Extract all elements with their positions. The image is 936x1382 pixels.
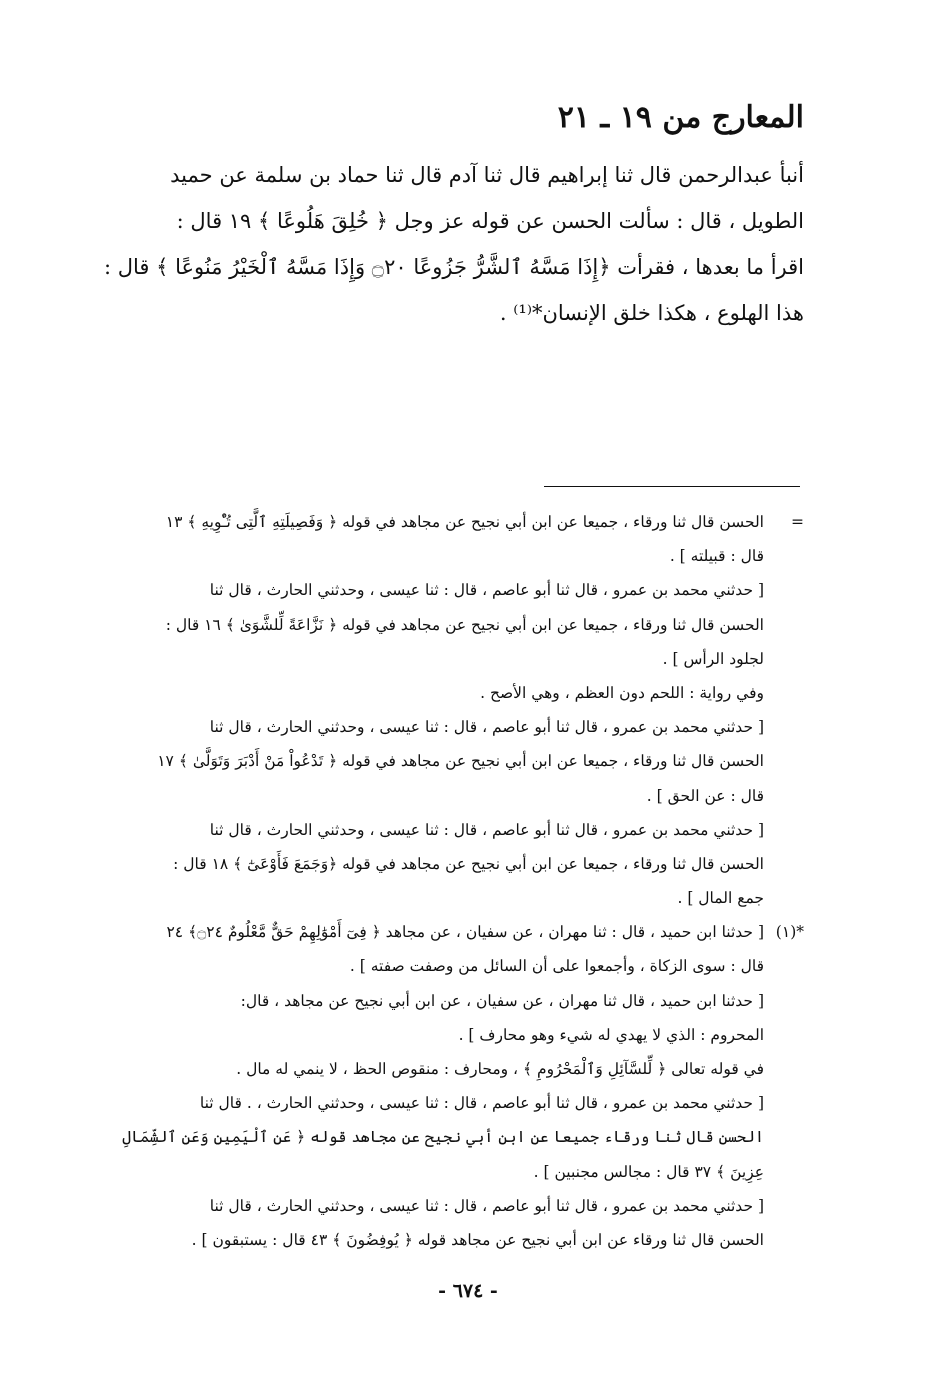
footnote-line: الحسن قال ثنا ورقاء جميعا عن ابن أبي نجيح عن مجاهد قوله ﴿ عَنِ ٱلْيَمِينِ وَعَنِ ٱلشِّمَالِ — [122, 1128, 764, 1147]
footnote-line: [ حدثني محمد بن عمرو ، قال ثنا أبو عاصم ، قال : ثنا عيسى ، وحدثني الحارث ، قال ثنا — [209, 581, 764, 600]
footnote-line: قال : سوى الزكاة ، وأجمعوا على أن السائل من وصفت صفته ] . — [349, 957, 764, 976]
main-text-line: الطويل ، قال : سألت الحسن عن قوله عز وجل ﴿ خُلِقَ هَلُوعًا ﴾ ١٩ قال : — [176, 209, 804, 233]
footnote-line — [114, 915, 804, 949]
footnote-line: [ حدثني محمد بن عمرو ، قال ثنا أبو عاصم ، قال : ثنا عيسى ، وحدثني الحارث ، . قال ثنا — [199, 1094, 764, 1113]
continuation-mark: = — [791, 513, 804, 531]
footnote-line — [114, 505, 804, 539]
footnote-line: [ حدثني محمد بن عمرو ، قال ثنا أبو عاصم ، قال : ثنا عيسى ، وحدثني الحارث ، قال ثنا — [209, 820, 764, 839]
footnote-line: لجلود الرأس ] . — [662, 649, 764, 668]
main-text-line: اقرأ ما بعدها ، فقرأت ﴿إِذَا مَسَّهُ ٱلشَّرُّ جَزُوعًا ۝٢٠ وَإِذَا مَسَّهُ ٱلْخَيْرُ مَنُوعًا ﴾ قال : — [104, 255, 804, 279]
footnote-line: جمع المال ] . — [677, 889, 764, 908]
footnote-line: قال : عن الحق ] . — [646, 786, 764, 805]
footnote-line: عِزِينَ ﴾ ٣٧ قال : مجالس مجنبين ] . — [533, 1162, 764, 1181]
footnote-text: [ حدثنا ابن حميد ، قال : ثنا مهران ، عن سفيان ، عن مجاهد ﴿ فِىٓ أَمْوَٰلِهِمْ حَقٌّ مَّعْلُومٌ ۝٢٤﴾ ٢٤ — [166, 923, 764, 942]
footnote-line: الحسن قال ثنا ورقاء عن ابن أبي نجيح عن مجاهد قوله ﴿ يُوفِضُونَ ﴾ ٤٣ قال : يستبقون ] . — [191, 1230, 764, 1249]
footnote-separator — [544, 486, 800, 487]
footnotes — [114, 505, 804, 1257]
chapter-heading: المعارج من ١٩ ـ ٢١ — [557, 100, 804, 135]
footnote-text: الحسن قال ثنا ورقاء ، جميعا عن ابن أبي نجيح عن مجاهد في قوله ﴿ وَفَصِيلَتِهِ ٱلَّتِى تُـْٔوِيهِ ﴾ ١٣ — [165, 513, 764, 531]
footnote-marker: *(١) — [775, 923, 804, 942]
footnote-line: الحسن قال ثنا ورقاء ، جميعا عن ابن أبي نجيح عن مجاهد في قوله ﴿ نَزَّاعَةً لِّلشَّوَىٰ ﴾ ١٦ قال : — [165, 615, 764, 634]
footnote-line: قال : قبيلته ] . — [669, 547, 764, 566]
main-text-line: هذا الهلوع ، هكذا خلق الإنسان*⁽¹⁾ . — [499, 301, 804, 325]
footnote-line: الحسن قال ثنا ورقاء ، جميعا عن ابن أبي نجيح عن مجاهد في قوله ﴿وَجَمَعَ فَأَوْعَىٰٓ ﴾ ١٨ قال : — [173, 854, 764, 873]
footnote-line: المحروم : الذي لا يهدي له شيء وهو محارف ] . — [458, 1025, 764, 1044]
footnote-line: وفي رواية : اللحم دون العظم ، وهي الأصح . — [480, 683, 764, 702]
footnote-line: الحسن قال ثنا ورقاء ، جميعا عن ابن أبي نجيح عن مجاهد في قوله ﴿ تَدْعُواْ مَنْ أَدْبَرَ وَتَوَلَّىٰ ﴾ ١٧ — [157, 752, 764, 771]
footnote-line: [ حدثني محمد بن عمرو ، قال ثنا أبو عاصم ، قال : ثنا عيسى ، وحدثني الحارث ، قال ثنا — [209, 718, 764, 737]
footnote-line: [ حدثني محمد بن عمرو ، قال ثنا أبو عاصم ، قال : ثنا عيسى ، وحدثني الحارث ، قال ثنا — [209, 1196, 764, 1215]
footnote-line: [ حدثنا ابن حميد ، قال ثنا مهران ، عن سفيان ، عن ابن أبي نجيح عن مجاهد ، قال: — [240, 991, 764, 1010]
main-text-line: أنبأ عبدالرحمن قال ثنا إبراهيم قال ثنا آدم قال ثنا حماد بن سلمة عن حميد — [170, 163, 804, 187]
footnote-line: في قوله تعالى ﴿ لِّلسَّآئِلِ وَٱلْمَحْرُومِ ﴾ ، ومحارف : منقوص الحظ ، لا ينمي له مال . — [236, 1060, 764, 1078]
main-text — [104, 152, 804, 336]
page-number: - ٦٧٤ - — [438, 1280, 498, 1302]
